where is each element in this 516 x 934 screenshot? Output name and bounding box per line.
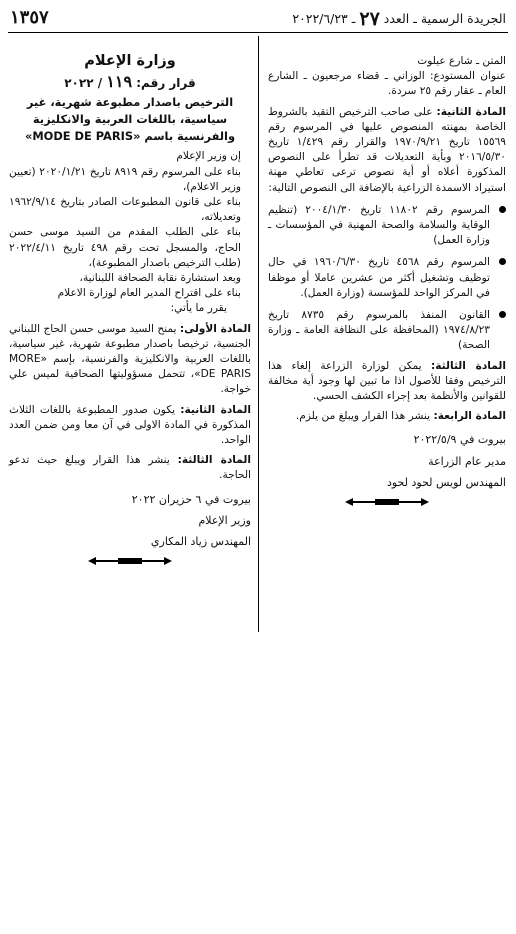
article-label: المادة الثانية: bbox=[436, 105, 506, 118]
signature-title: مدير عام الزراعة bbox=[428, 454, 506, 468]
page-header bbox=[8, 6, 508, 33]
list-item-text: المرسوم رقم ١١٨٠٢ تاريخ ٢٠٠٤/١/٣٠ (تنظيم الوقاية والسلامة والصحة المهنية في المؤسسات ـ وزارة العمل) bbox=[268, 203, 490, 247]
article-3 bbox=[9, 453, 251, 483]
article-text: ينشر هذا القرار ويبلغ حيث تدعو الحاجة. bbox=[9, 454, 251, 482]
article-label: المادة الثالثة: bbox=[431, 359, 506, 372]
preamble-line: وبعد استشارة نقابة الصحافة اللبنانية، bbox=[79, 272, 241, 285]
signature-title: وزير الإعلام bbox=[198, 513, 251, 527]
list-item bbox=[268, 255, 506, 301]
preamble-line: بناء على الطلب المقدم من السيد موسى حسن الحاج، والمسجل تحت رقم ٤٩٨ تاريخ ٢٠٢٢/٤/١١ (طلب الترخيص باصدار المطبوعة)، bbox=[9, 226, 241, 269]
publication-name: الجريدة الرسمية ـ العدد bbox=[383, 11, 506, 26]
right-column bbox=[268, 54, 506, 506]
decree-number: ١١٩ bbox=[106, 72, 133, 92]
article-label: المادة الأولى: bbox=[179, 322, 251, 335]
preamble-line: بناء على المرسوم رقم ٨٩١٩ تاريخ ٢٠٢٠/١/٢١ (تعيين وزير الاعلام)، bbox=[9, 165, 241, 193]
ministry-heading: وزارة الإعلام bbox=[84, 53, 176, 69]
article-4 bbox=[268, 409, 506, 424]
end-ornament bbox=[345, 498, 429, 506]
decree-year: / ٢٠٢٢ bbox=[64, 76, 103, 91]
issue-number: ٢٧ bbox=[359, 8, 380, 30]
column-divider bbox=[258, 36, 259, 632]
publication-info bbox=[292, 8, 506, 30]
signature-name: المهندس لويس لحود لحود bbox=[386, 475, 506, 489]
article-text: يمكن لوزارة الزراعة إلغاء هذا الترخيص وفقا للأصول اذا ما تبين لها وجود أية مخالفة للقوانين والأنظمة بعد إجراء الكشف الحسي. bbox=[268, 359, 506, 403]
bullet-icon bbox=[499, 311, 506, 318]
article-2 bbox=[268, 105, 506, 196]
intro-line: المتن ـ شارع عيلوت bbox=[417, 55, 506, 67]
issue-date: ـ ٢٠٢٢/٦/٢٣ bbox=[292, 11, 356, 26]
list-item-text: المرسوم رقم ٤٥٦٨ تاريخ ١٩٦٠/٦/٣٠ في حال توظيف وتشغيل أكثر من عشرين عاملا أو موظفا في المركز الواحد للمؤسسة (وزارة العمل). bbox=[268, 256, 490, 299]
preamble-line: بناء على قانون المطبوعات الصادر بتاريخ ١٩٦٢/٩/١٤ وتعديلاته، bbox=[9, 196, 241, 224]
signature-place-date: بيروت في ٢٠٢٢/٥/٩ bbox=[413, 433, 506, 447]
signature-block bbox=[268, 432, 506, 490]
decree-subject: الترخيص باصدار مطبوعة شهرية، غير سياسية، باللغات العربية والانكليزية والفرنسية باسم «MODE DE PARIS» bbox=[24, 95, 236, 144]
article-3 bbox=[268, 359, 506, 405]
bullet-icon bbox=[499, 206, 506, 213]
article-2 bbox=[9, 403, 251, 449]
list-item bbox=[268, 308, 506, 354]
decree-number-line bbox=[9, 74, 251, 91]
article-text: يكون صدور المطبوعة باللغات الثلاث المذكورة في المادة الاولى في آن معا ومن ضمن العدد الواحد. bbox=[9, 403, 251, 447]
article-text: على صاحب الترخيص التقيد بالشروط الخاصة بمهنته المنصوص عليها في المرسوم رقم ١٥٥٦٩ تاريخ ١٩٧٠/٩/٢١ والقرار رقم ١/٤٢٩ تاريخ ٢٠١٦/٥/٣٠ وبأية التعديلات قد تطرأ على النصوص المذكورة أعلاه أو أية نصوص ترعى تعاطي مهنة استيراد الاسمدة الزراعية بالإضافة الى النصوص التالية: bbox=[268, 105, 506, 194]
decree-prefix: قرار رقم: bbox=[136, 76, 196, 91]
article-label: المادة الثانية: bbox=[180, 403, 251, 416]
preamble-line: يقرر ما يأتي: bbox=[170, 302, 227, 315]
signature-block bbox=[9, 492, 251, 550]
signature-place-date: بيروت في ٦ حزيران ٢٠٢٢ bbox=[131, 492, 251, 506]
page-number: ١٣٥٧ bbox=[10, 7, 49, 28]
article-1 bbox=[9, 322, 251, 398]
article-label: المادة الثالثة: bbox=[177, 454, 251, 467]
preamble-line: إن وزير الإعلام bbox=[176, 150, 241, 163]
article-text: يمنح السيد موسى حسن الحاج اللبناني الجنسية، ترخيصا باصدار مطبوعة شهرية، غير سياسية، باللغات العربية والانكليزية والفرنسية، بإسم «MORE DE PARIS»، تتحمل مسؤوليتها الصحافية لميس علي خواجة. bbox=[9, 322, 251, 396]
end-ornament bbox=[88, 557, 172, 565]
preamble-line: بناء على اقتراح المدير العام لوزارة الاعلام bbox=[57, 287, 241, 300]
list-item-text: القانون المنفذ بالمرسوم رقم ٨٧٣٥ تاريخ ١٩٧٤/٨/٢٣ (المحافظة على النظافة العامة ـ وزارة الصحة) bbox=[268, 309, 490, 352]
article-text: ينشر هذا القرار ويبلغ من يلزم. bbox=[295, 410, 431, 423]
list-item bbox=[268, 203, 506, 249]
warehouse-address: عنوان المستودع: الوزاني ـ قضاء مرجعيون ـ الشارع العام ـ عقار رقم ٢٥ سردة. bbox=[268, 70, 506, 98]
signature-name: المهندس زياد المكاري bbox=[150, 535, 251, 549]
bullet-icon bbox=[499, 258, 506, 265]
left-column bbox=[9, 54, 251, 565]
article-label: المادة الرابعة: bbox=[433, 410, 506, 423]
